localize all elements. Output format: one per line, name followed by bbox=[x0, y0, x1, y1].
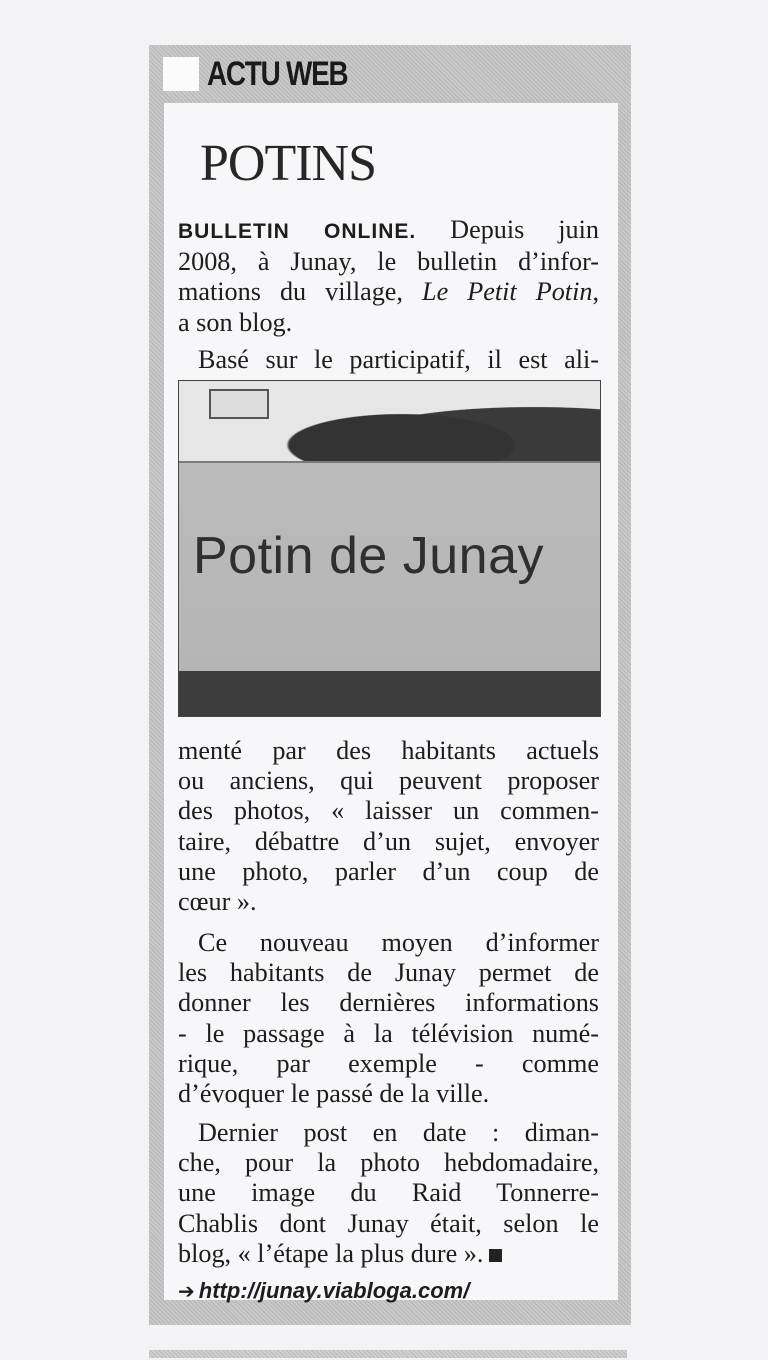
p3-line-3: donner les dernières informations bbox=[178, 988, 599, 1018]
publication-title: Le Petit Potin bbox=[422, 277, 593, 307]
p3-line-1: Ce nouveau moyen d’informer bbox=[198, 928, 599, 957]
bottom-rule bbox=[149, 1350, 627, 1358]
lead-in: BULLETIN ONLINE. bbox=[178, 220, 417, 243]
paragraph-1 bbox=[178, 215, 599, 338]
p2-line-5: taire, débattre d’un sujet, envoyer bbox=[178, 826, 599, 856]
p2-line-7: cœur ». bbox=[178, 887, 257, 917]
header-square-icon bbox=[163, 57, 199, 91]
p3-line-4: - le passage à la télévision numé- bbox=[178, 1018, 599, 1048]
blog-photo bbox=[178, 380, 601, 717]
p2-line-4: des photos, « laisser un commen- bbox=[178, 796, 599, 826]
p1-line-4: a son blog. bbox=[178, 307, 293, 337]
p4-line-3: une image du Raid Tonnerre- bbox=[178, 1178, 599, 1208]
paragraph-3 bbox=[178, 928, 599, 1109]
p2-line-3: ou anciens, qui peuvent proposer bbox=[178, 766, 599, 796]
junay-sign bbox=[209, 389, 269, 419]
p1-comma: , bbox=[592, 277, 599, 307]
headline: POTINS bbox=[200, 135, 377, 192]
section-header bbox=[163, 56, 378, 92]
p4-line-5: blog, « l’étape la plus dure ». bbox=[178, 1238, 484, 1268]
p4-line-1: Dernier post en date : diman- bbox=[198, 1118, 599, 1147]
p2-line-2: menté par des habitants actuels bbox=[178, 736, 599, 765]
p2-line-1: Basé sur le participatif, il est ali- bbox=[198, 345, 599, 374]
photo-caption: Potin de Junay bbox=[193, 527, 545, 585]
p1-line-2: 2008, à Junay, le bulletin d’infor- bbox=[178, 247, 599, 277]
p2-line-6: une photo, parler d’un coup de bbox=[178, 856, 599, 886]
p4-line-4: Chablis dont Junay était, selon le bbox=[178, 1208, 599, 1238]
square-end-mark-icon bbox=[489, 1249, 502, 1262]
paragraph-4 bbox=[178, 1118, 599, 1269]
p4-line-2: che, pour la photo hebdomadaire, bbox=[178, 1148, 599, 1178]
p1-line-3: mations du village, bbox=[178, 277, 403, 307]
p1-line-1: Depuis juin bbox=[450, 215, 600, 244]
arrow-right-icon: ➔ bbox=[178, 1280, 195, 1303]
p3-line-2: les habitants de Junay permet de bbox=[178, 958, 599, 988]
blog-url-row bbox=[178, 1276, 469, 1306]
paragraph-2-continued bbox=[178, 736, 599, 917]
p3-line-5: rique, par exemple - comme bbox=[178, 1048, 599, 1078]
section-label: ACTU WEB bbox=[207, 55, 348, 93]
paragraph-2-start bbox=[178, 345, 599, 375]
p3-line-6: d’évoquer le passé de la ville. bbox=[178, 1079, 490, 1109]
blog-url: http://junay.viabloga.com/ bbox=[198, 1278, 470, 1303]
